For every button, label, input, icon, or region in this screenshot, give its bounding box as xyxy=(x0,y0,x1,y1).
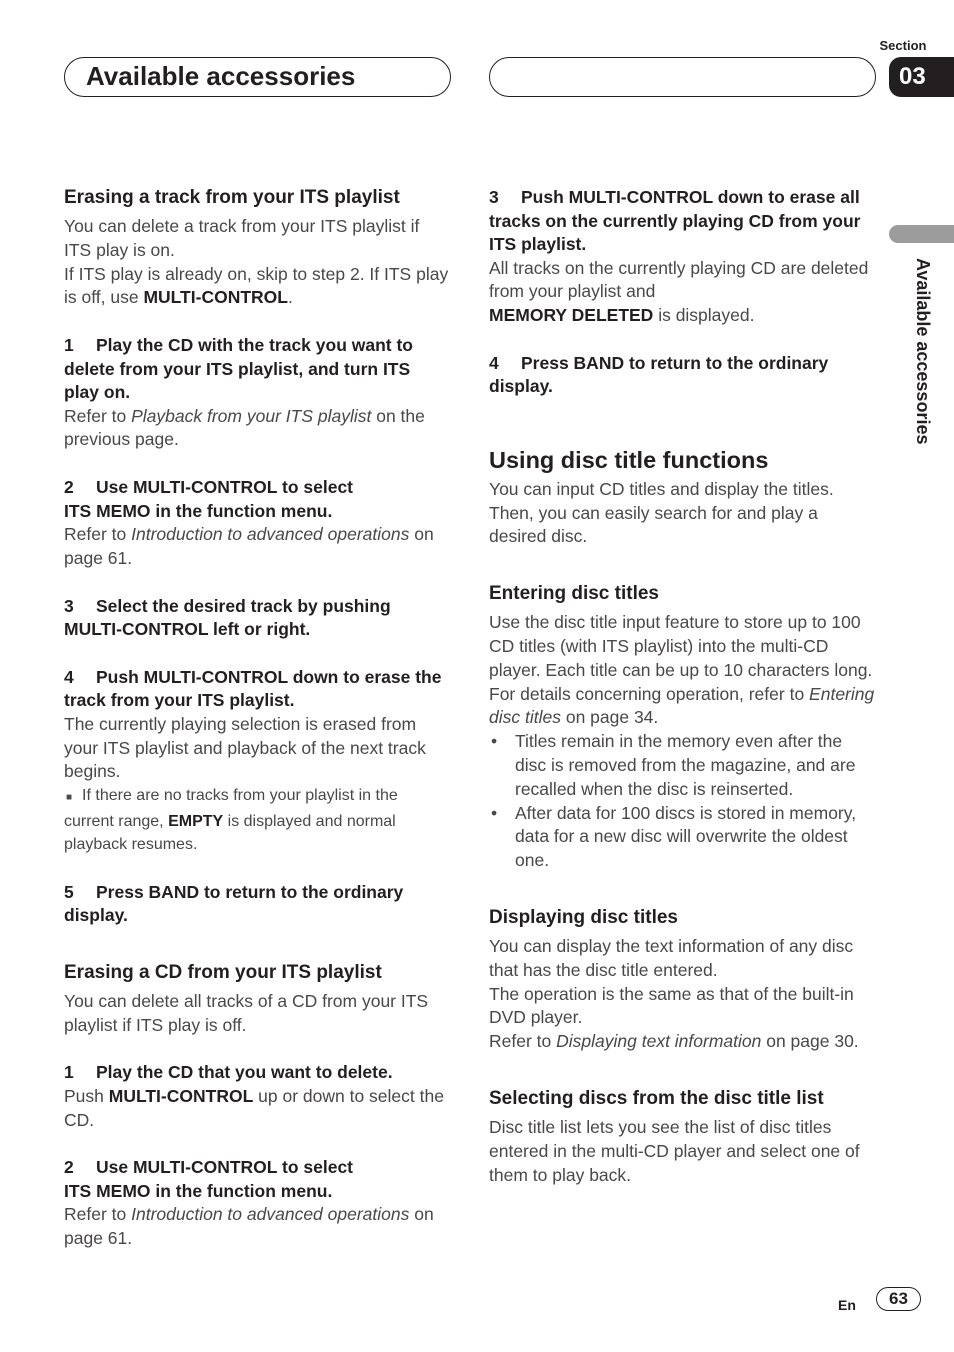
page-title: Available accessories xyxy=(86,61,356,91)
section-number-badge: 03 xyxy=(889,57,954,97)
heading-displaying-disc-titles: Displaying disc titles xyxy=(489,907,678,929)
entering-bullet-2: • After data for 100 discs is stored in memory, data for a new disc will overwrite the oldest one. xyxy=(491,802,857,871)
heading-entering-disc-titles: Entering disc titles xyxy=(489,583,659,605)
side-tab-label: Available accessories xyxy=(913,258,933,445)
displaying-body-3: Refer to Displaying text information on page 30. xyxy=(489,1031,859,1052)
section-label: Section xyxy=(879,38,927,53)
erase-track-intro-2: If ITS play is already on, skip to step 2. If ITS play is off, use MULTI-CONTROL. xyxy=(64,263,449,308)
heading-erase-cd: Erasing a CD from your ITS playlist xyxy=(64,961,382,983)
left-column xyxy=(64,186,450,1251)
entering-bullet-1: • Titles remain in the memory even after the disc is removed from the magazine, and are recalled when the disc is reinserted. xyxy=(491,731,856,799)
erase-track-note: ■ If there are no tracks from your playlist in the current range, EMPTY is displayed and normal playback resumes. xyxy=(64,787,398,854)
bullet-icon: • xyxy=(491,731,498,752)
entering-body-2: For details concerning operation, refer to Entering disc titles on page 34. xyxy=(489,683,875,728)
erase-track-step-1-ref: Refer to Playback from your ITS playlist on the previous page. xyxy=(64,405,425,450)
heading-erase-track: Erasing a track from your ITS playlist xyxy=(64,187,400,208)
displaying-body-1: You can display the text information of any disc that has the disc title entered. xyxy=(489,936,854,980)
erase-track-step-1: 1 Play the CD with the track you want to delete from your ITS playlist, and turn ITS play on. xyxy=(64,335,413,403)
erase-track-intro-1: You can delete a track from your ITS playlist if ITS play is on. xyxy=(64,216,420,260)
entering-body-1: Use the disc title input feature to store up to 100 CD titles (with ITS playlist) into the multi-CD player. Each title can be up to 10 characters long. xyxy=(489,612,873,680)
heading-disc-title-functions: Using disc title functions xyxy=(489,446,769,473)
displaying-body-2: The operation is the same as that of the built-in DVD player. xyxy=(489,983,854,1028)
erase-cd-step-2: 2 Use MULTI-CONTROL to select ITS MEMO in the function menu. xyxy=(64,1157,354,1201)
erase-track-step-2-ref: Refer to Introduction to advanced operations on page 61. xyxy=(64,524,434,569)
erase-track-step-5: 5 Press BAND to return to the ordinary display. xyxy=(64,881,404,926)
end-mark-icon: ■ xyxy=(66,792,73,804)
right-column xyxy=(489,186,875,1187)
erase-track-step-4-body: The currently playing selection is erased from your ITS playlist and playback of the next track begins. xyxy=(64,713,426,782)
erase-cd-step-4: 4 Press BAND to return to the ordinary display. xyxy=(489,352,829,397)
header-empty-frame xyxy=(489,57,876,97)
erase-cd-step-3-body: All tracks on the currently playing CD are deleted from your playlist and MEMORY DELETED is displayed. xyxy=(489,257,869,326)
erase-cd-step-3: 3 Push MULTI-CONTROL down to erase all tracks on the currently playing CD from your ITS playlist. xyxy=(489,187,861,254)
selecting-body: Disc title list lets you see the list of disc titles entered in the multi-CD player and select one of them to play back. xyxy=(489,1117,860,1185)
page-number: 63 xyxy=(876,1287,921,1311)
erase-cd-step-2-ref: Refer to Introduction to advanced operations on page 61. xyxy=(64,1204,434,1249)
erase-track-step-4: 4 Push MULTI-CONTROL down to erase the track from your ITS playlist. xyxy=(64,666,442,711)
side-tab-marker xyxy=(889,225,954,243)
disc-title-intro: You can input CD titles and display the titles. Then, you can easily search for and play a desired disc. xyxy=(489,478,834,547)
erase-cd-step-1-body: Push MULTI-CONTROL up or down to select the CD. xyxy=(64,1085,444,1130)
erase-track-step-2: 2 Use MULTI-CONTROL to select ITS MEMO in the function menu. xyxy=(64,477,354,521)
bullet-icon: • xyxy=(491,802,498,823)
erase-cd-intro: You can delete all tracks of a CD from your ITS playlist if ITS play is off. xyxy=(64,990,429,1035)
erase-cd-step-1: 1 Play the CD that you want to delete. xyxy=(64,1062,393,1083)
heading-selecting-discs: Selecting discs from the disc title list xyxy=(489,1088,824,1110)
erase-track-step-3: 3 Select the desired track by pushing MULTI-CONTROL left or right. xyxy=(64,595,391,640)
language-label: En xyxy=(838,1297,856,1313)
